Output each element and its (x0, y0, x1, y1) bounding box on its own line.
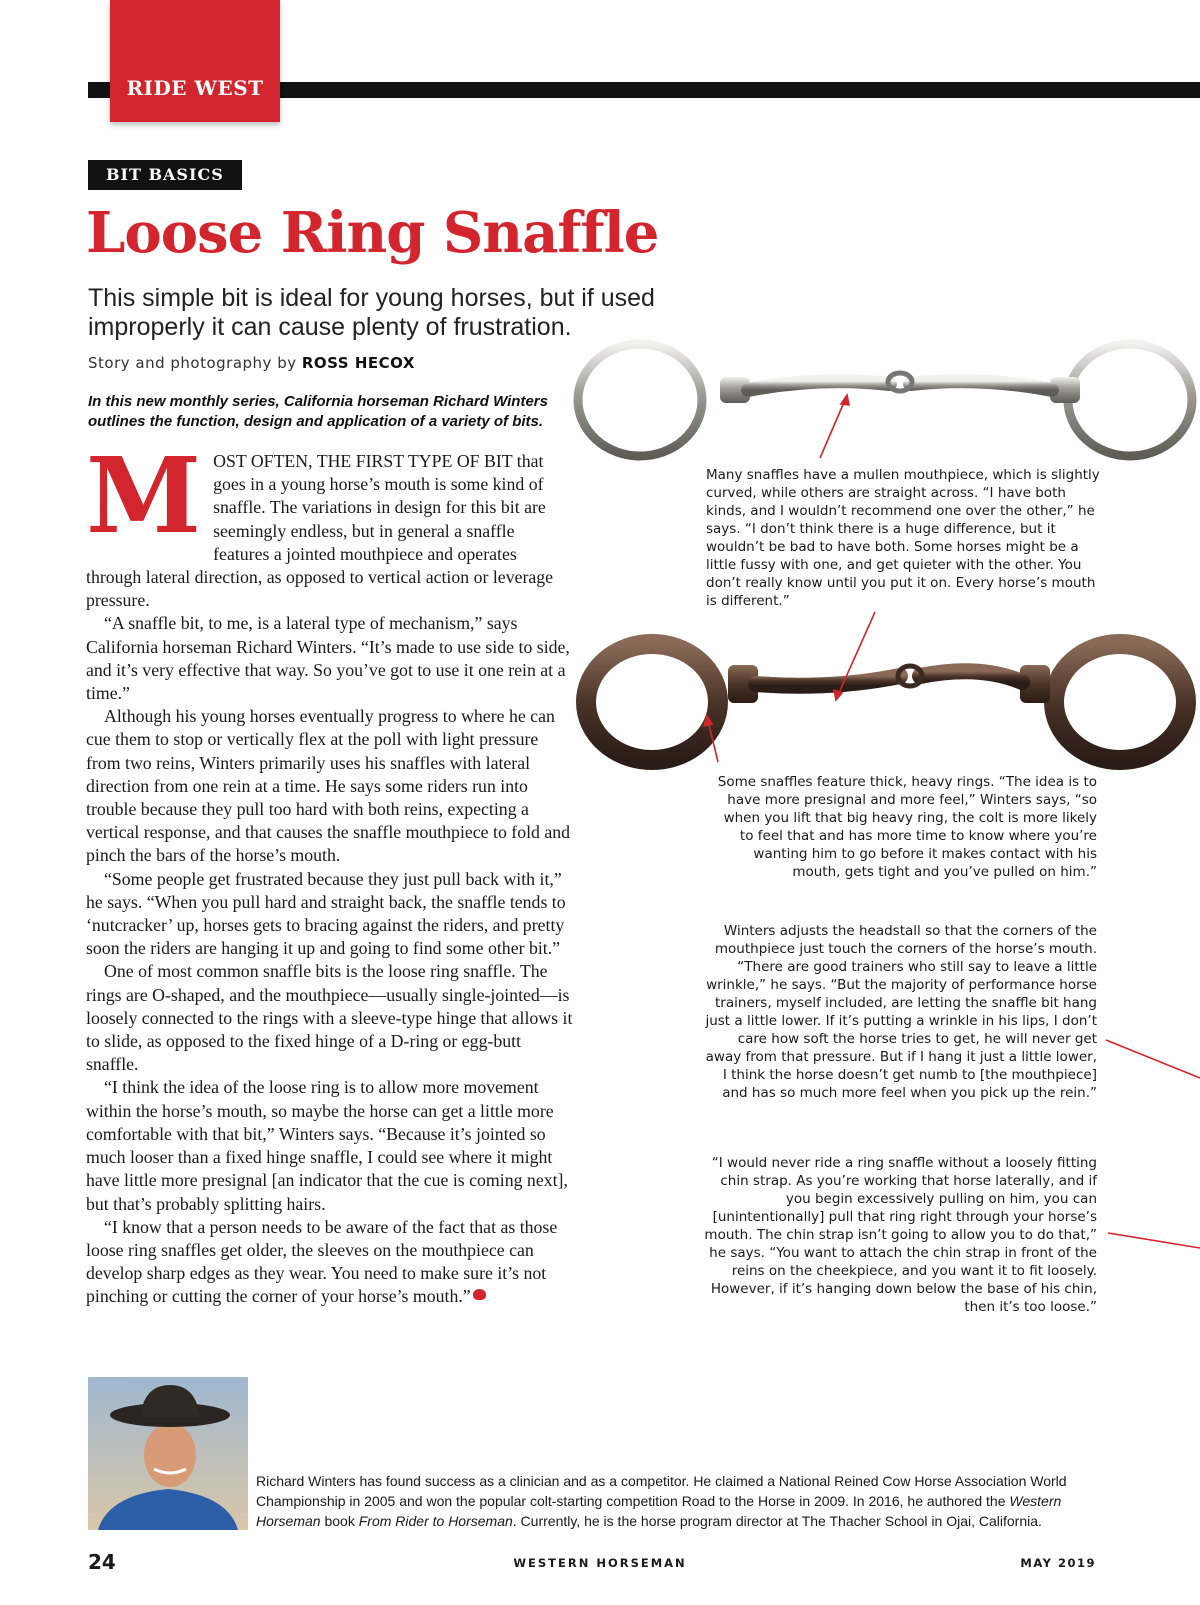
author-bio (256, 1471, 1076, 1531)
caption-chin-strap: “I would never ride a ring snaffle without a loosely fitting chin strap. As you’re working that horse laterally, and if you begin excessively pulling on him, you can [unintentionally] pull that ring right through your horse’s mouth. The chin strap isn’t going to allow you to do that,” he says. “You want to attach the chin strap in front of the reins on the cheekpiece, and you want it to fit loosely. However, if it’s hanging down below the base of his chin, then it’s too loose.” (704, 1155, 1097, 1315)
paragraph-text: “I know that a person needs to be aware of the fact that as those loose ring snaffles get older, the sleeves on the mouthpiece can develop sharp edges as they wear. You need to make sure it’s not pinching or cutting the corner of your horse’s mouth.” (86, 1216, 558, 1307)
body-paragraph: “Some people get frustrated because they just pull back with it,” he says. “When you pull hard and straight back, the snaffle tends to ‘nutcracker’ up, horses gets to bracing against the riders, and pretty soon the riders are hanging it up and going to find some other bit.” (86, 868, 566, 959)
body-paragraph: One of most common snaffle bits is the loose ring snaffle. The rings are O-shaped, and the mouthpiece—usually single-jointed—is loosely connected to the rings with a sleeve-type hinge that allows it to slide, as opposed to the fixed hinge of a D-ring or egg-butt snaffle. (86, 961, 573, 1075)
caption-heavy-rings: Some snaffles feature thick, heavy rings. “The idea is to have more presignal and more feel,” Winters says, “so when you lift that big heavy ring, the colt is more likely to feel that and has more time to know where you’re wanting him to go before it makes contact with his mouth, gets tight and you’ve pulled on him.” (717, 774, 1097, 880)
body-paragraph: “I think the idea of the loose ring is to allow more movement within the horse’s mouth, so maybe the horse can get a little more comfortable with that bit,” Winters says. “Because it’s jointed so much looser than a fixed hinge snaffle, I could see where it might have little more presignal [an indicator that the cue is coming next], but that’s probably splitting hairs. (86, 1077, 568, 1214)
paragraph-text: OST OFTEN, THE FIRST TYPE OF BIT that goes in a young horse’s mouth is some kind of snaffle. The variations in design for this bit are seemingly endless, but in general a snaffle features a jointed mouthpiece and operates through lateral direction, as opposed to vertical action or leverage pressure. (86, 451, 554, 611)
byline (88, 354, 415, 372)
series-intro: In this new monthly series, California horseman Richard Winters outlines the function, design and application of a variety of bits. (88, 393, 548, 430)
byline-author: ROSS HECOX (301, 354, 415, 372)
bio-italic: From Rider to Horseman (358, 1513, 513, 1529)
bio-text: . Currently, he is the horse program director at The Thacher School in Ojai, California. (512, 1513, 1042, 1529)
page-number: 24 (88, 1550, 116, 1574)
arrow-chin-strap (1108, 1233, 1200, 1248)
section-label: RIDE WEST (126, 76, 264, 100)
bio-text: Richard Winters has found success as a clinician and as a competitor. He claimed a National Reined Cow Horse Association World Championship in 2005 and won the popular colt-starting competition Road to the Horse in 2009. In 2016, he authored the (256, 1473, 1067, 1509)
magazine-name: WESTERN HORSEMAN (513, 1556, 687, 1570)
author-portrait (88, 1377, 248, 1530)
kicker-label: BIT BASICS (88, 160, 242, 190)
caption-headstall: Winters adjusts the headstall so that the corners of the mouthpiece just touch the corners of the horse’s mouth. “There are good trainers who still say to leave a little wrinkle,” he says. “But the majority of performance horse trainers, myself included, are letting the snaffle bit hang just a little lower. If it’s putting a wrinkle in his lips, I don’t care how soft the horse tries to get, he will never get away from that pressure. But if I hang it just a little lower, I think the horse doesn’t get numb to [the mouthpiece] and has so much more feel when you pick up the rein.” (705, 923, 1097, 1101)
body-paragraph (86, 434, 574, 612)
body-paragraph (86, 1216, 574, 1309)
stainless-snaffle (578, 344, 1192, 456)
article-body (86, 434, 574, 1309)
issue-date: MAY 2019 (1020, 1556, 1096, 1570)
arrow-headstall (1106, 1040, 1200, 1078)
article-deck: This simple bit is ideal for young horses, but if used improperly it can cause plenty of frustration. (88, 284, 655, 341)
heavy-ring-snaffle (586, 644, 1186, 760)
caption-mullen-mouthpiece: Many snaffles have a mullen mouthpiece, which is slightly curved, while others are straight across. “I have both kinds, and I wouldn’t recommend one over the other,” he says. “I don’t think there is a huge difference, but it wouldn’t be bad to have both. Some horses might be a little fussy with one, and get quieter with the other. You don’t really know until you put it on. Every horse’s mouth is different.” (706, 467, 1100, 609)
body-paragraph: Although his young horses eventually progress to where he can cue them to stop or vertically flex at the poll with light pressure from two reins, Winters primarily uses his snaffles with lateral direction from one rein at a time. He says some riders run into trouble because they pull too hard with both reins, expecting a vertical response, and that causes the snaffle mouthpiece to fold and pinch the bars of the horse’s mouth. (86, 706, 571, 866)
section-tab (110, 0, 280, 122)
end-mark-icon (473, 1289, 486, 1300)
drop-cap: M (86, 434, 202, 557)
bio-italic: Western Horseman (256, 1493, 1062, 1529)
body-paragraph: “A snaffle bit, to me, is a lateral type of mechanism,” says California horseman Richard Winters. “It’s made to use side to side, and it’s very effective that way. So you’ve got to use it one rein at a time.” (86, 613, 570, 704)
article-headline: Loose Ring Snaffle (86, 200, 659, 266)
byline-prefix: Story and photography by (88, 354, 302, 372)
bio-text: book (320, 1513, 359, 1529)
